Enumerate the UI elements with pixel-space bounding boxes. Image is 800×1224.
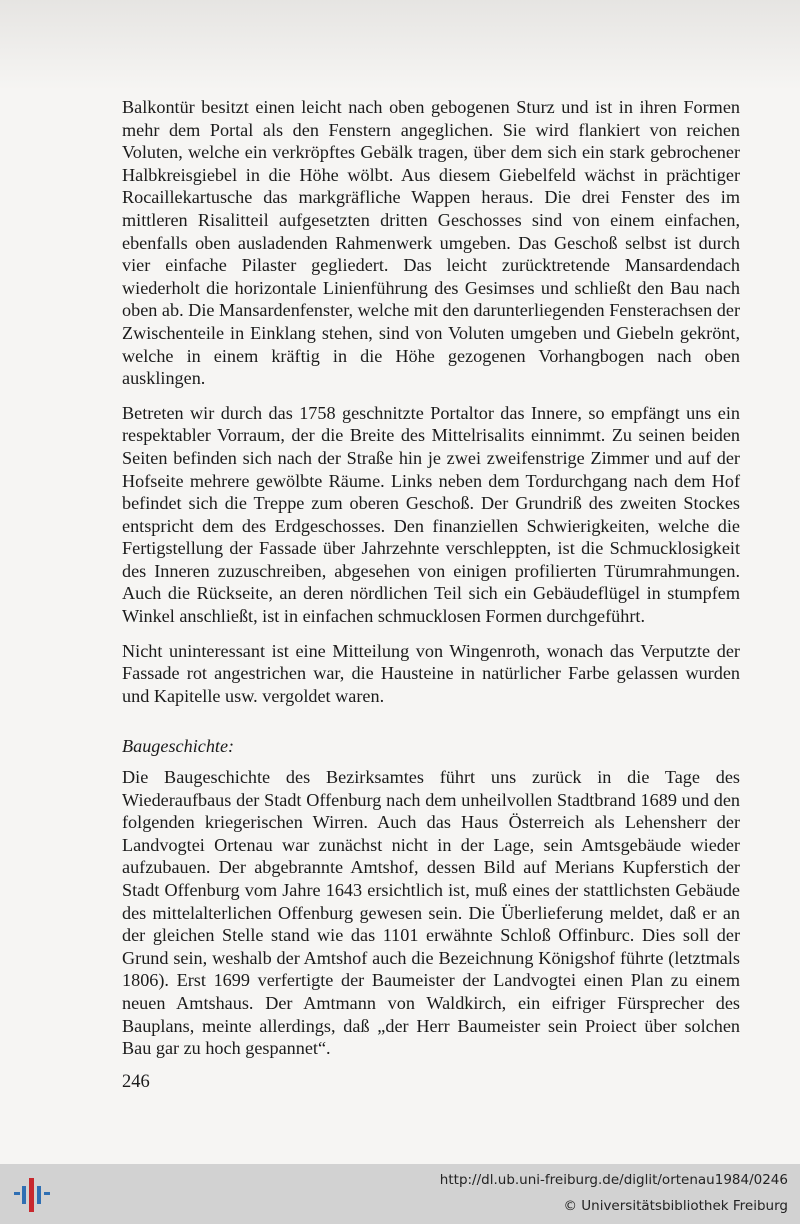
copyright-notice: © Universitätsbibliothek Freiburg — [563, 1198, 788, 1214]
paragraph-history: Die Baugeschichte des Bezirksamtes führt uns zurück in die Tage des Wiederaufbaus der Stadt Offenburg nach dem unheilvollen Stadtbrand 1689 und den folgenden kriegerischen Wirren. Auch das Haus Österreich als Lehensherr der Landvogtei Ortenau war zunächst nicht in der Lage, sein Amtsgebäude wieder aufzubauen. Der abgebrannte Amtshof, dessen Bild auf Merians Kupferstich der Stadt Offenburg vom Jahre 1643 ersichtlich ist, muß eines der stattlichsten Gebäude des mittelalterlichen Offenburg gewesen sein. Die Überlieferung meldet, daß er an der gleichen Stelle stand wie das 1101 erwähnte Schloß Offinburc. Dies soll der Grund sein, weshalb der Amtshof auch die Bezeichnung Königshof führte (letztmals 1806). Erst 1699 verfertigte der Baumeister der Landvogtei einen Plan zu einem neuen Amtshaus. Der Amtmann von Waldkirch, ein eifriger Fürsprecher des Bauplans, meinte allerdings, daß „der Herr Baumeister sein Proiect über solchen Bau gar zu hoch gespannet“. — [122, 767, 740, 1059]
paragraph-interior: Betreten wir durch das 1758 geschnitzte Portaltor das Innere, so empfängt uns ein respektabler Vorraum, der die Breite des Mittelrisalits einnimmt. Zu seinen beiden Seiten befinden sich nach der Straße hin je zwei zweifenstrige Zimmer und auf der Hofseite mehrere gewölbte Räume. Links neben dem Tordurchgang nach dem Hof befindet sich die Treppe zum oberen Geschoß. Der Grundriß des zweiten Stockes entspricht dem des Erdgeschosses. Den finanziellen Schwierigkeiten, welche die Fertigstellung der Fassade über Jahrzehnte verschleppten, ist die Schmucklosigkeit des Inneren zuzuschreiben, abgesehen von einigen profilierten Türumrahmungen. Auch die Rückseite, an deren nördlichen Teil sich ein Gebäudeflügel in stumpfem Winkel anschließt, ist in einfachen schmucklosen Formen durchgeführt. — [122, 402, 740, 627]
paragraph-facade-details: Balkontür besitzt einen leicht nach oben gebogenen Sturz und ist in ihren Formen mehr dem Portal als den Fenstern angeglichen. Sie wird flankiert von reichen Voluten, welche ein verkröpftes Gebälk tragen, über dem sich ein stark gebrochener Halbkreisgiebel in die Höhe wölbt. Aus diesem Giebelfeld wächst in prächtiger Rocaillekartusche das markgräfliche Wappen heraus. Die drei Fenster des im mittleren Risalitteil aufgesetzten dritten Geschosses sind von einem einfachen, ebenfalls oben ausladenden Rahmenwerk umgeben. Das Geschoß selbst ist durch vier einfache Pilaster gegliedert. Das leicht zurücktretende Mansardendach wiederholt die horizontale Linienführung des Gesimses und schließt den Bau nach oben ab. Die Mansardenfenster, welche mit den darunterliegenden Fensterachsen der Zwischenteile in Einklang stehen, sind von Voluten umgeben und Giebeln gekrönt, welche in einem kräftig in die Höhe gezogenen Vorhangbogen nach oben ausklingen. — [122, 97, 740, 389]
section-heading: Baugeschichte: — [122, 736, 235, 757]
page-number: 246 — [122, 1072, 150, 1092]
viewer-footer — [0, 1164, 800, 1224]
permalink-link[interactable]: http://dl.ub.uni-freiburg.de/diglit/ortenau1984/0246 — [439, 1172, 788, 1188]
paragraph-wingenroth: Nicht uninteressant ist eine Mitteilung von Wingenroth, wonach das Verputzte der Fassade rot angestrichen war, die Hausteine in natürlicher Farbe gelassen wurden und Kapitelle usw. vergoldet waren. — [122, 640, 740, 706]
ub-freiburg-logo-icon[interactable] — [14, 1178, 50, 1212]
paper-texture — [0, 0, 800, 90]
page-body — [122, 96, 740, 1072]
